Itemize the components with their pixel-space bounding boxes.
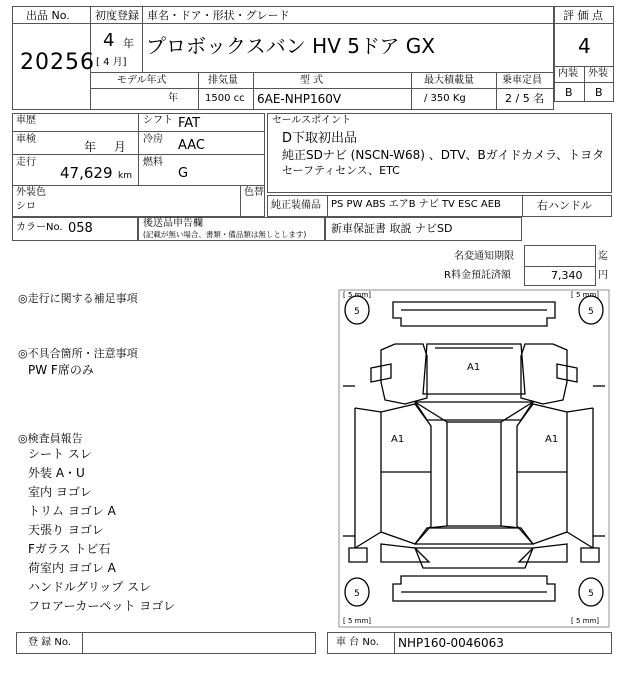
equipment-items: PS PW ABS エアB ナビ TV ESC AEB: [331, 199, 501, 210]
defects-label: ◎不具合箇所・注意事項: [18, 347, 138, 360]
shaken-label: 車検: [16, 134, 36, 145]
sales-points-label: セールスポイント: [272, 115, 352, 126]
history-label: 車歴: [16, 115, 36, 126]
grade-label: 評 価 点: [563, 9, 603, 22]
damage-mark-right-door: A1: [545, 434, 559, 445]
color-no-value: 058: [68, 221, 93, 236]
name-change-suffix: 迄: [598, 251, 608, 262]
lot-label: 出品 No.: [26, 9, 70, 22]
ac-label: 冷房: [143, 134, 163, 145]
exterior-grade: B: [595, 86, 603, 99]
capacity-label: 乗車定員: [502, 75, 542, 86]
warranty-value: 新車保証書 取説 ナビSD: [331, 222, 453, 235]
displacement-label: 排気量: [208, 75, 238, 86]
exterior-grade-label: 外装: [588, 68, 608, 79]
inspector-report-line: Fガラス トビ石: [28, 542, 111, 556]
shift-value: FAT: [178, 116, 201, 131]
steering-value: 右ハンドル: [537, 199, 592, 212]
shaken-value: 年 月: [84, 140, 126, 154]
first-reg-label: 初度登録: [95, 9, 139, 22]
first-reg-month: [ 4 月]: [96, 57, 127, 68]
inspector-report-line: シート スレ: [28, 447, 92, 461]
inspector-report-line: 荷室内 ヨゴレ A: [28, 561, 116, 575]
capacity-value: 2 / 5 名: [505, 92, 545, 105]
sales-point-line-1: D下取初出品: [282, 131, 358, 146]
chassis-no-label: 車 台 No.: [336, 637, 379, 648]
type-value: 6AE-NHP160V: [257, 92, 342, 106]
color-label: 外装色: [16, 187, 46, 198]
name-change-label: 名変通知期限: [454, 251, 514, 262]
ac-value: AAC: [178, 138, 205, 153]
damage-mark-left-door: A1: [391, 434, 405, 445]
defects-line: PW F席のみ: [28, 363, 94, 377]
inspector-report-line: フロアーカーペット ヨゴレ: [28, 599, 176, 613]
model-year-label: モデル年式: [117, 75, 167, 86]
driving-notes-label: ◎走行に関する補足事項: [18, 292, 138, 305]
recycle-label: R料金預託済額: [444, 270, 511, 281]
vehicle-name-label: 車名・ドア・形状・グレード: [147, 9, 290, 22]
registration-no-label: 登 録 No.: [28, 637, 71, 648]
color-no-label: カラーNo.: [16, 222, 63, 233]
tire-label-rl: [ 5 mm]: [343, 617, 372, 625]
recycle-unit: 円: [598, 270, 608, 281]
post-docs-label: 後送品申告欄: [143, 218, 203, 229]
tire-depth-rr: 5: [588, 589, 594, 599]
tire-depth-fr: 5: [588, 307, 594, 317]
displacement-value: 1500 cc: [205, 93, 245, 104]
sales-point-line-2: 純正SDナビ (NSCN-W68) 、DTV、Bガイドカメラ、トヨタ: [282, 148, 605, 162]
equipment-label: 純正装備品: [271, 200, 321, 211]
sales-point-line-3: セーフティセンス、ETC: [282, 164, 400, 177]
model-year-unit: 年: [168, 93, 178, 104]
tire-depth-fl: 5: [354, 307, 360, 317]
odometer-unit: km: [118, 171, 132, 181]
inspector-report-line: トリム ヨゴレ A: [28, 504, 116, 518]
name-change-box: [524, 245, 596, 267]
chassis-no-value: NHP160-0046063: [398, 636, 504, 650]
tire-label-fr: [ 5 mm]: [571, 291, 600, 299]
tire-depth-rl: 5: [354, 589, 360, 599]
color-change-label: 色替: [244, 187, 264, 198]
car-condition-diagram: [335, 286, 613, 631]
recycle-value: 7,340: [551, 269, 583, 282]
interior-grade: B: [565, 86, 573, 99]
shift-label: シフト: [143, 115, 173, 126]
interior-grade-label: 内装: [558, 68, 578, 79]
inspector-label: ◎検査員報告: [18, 432, 83, 445]
damage-mark-hood: A1: [467, 362, 481, 373]
color-value: シロ: [16, 201, 36, 212]
vehicle-name: プロボックスバン HV 5ドア GX: [146, 34, 435, 58]
fuel-value: G: [178, 166, 189, 181]
lot-number: 20256: [20, 50, 95, 75]
first-reg-year-unit: 年: [123, 37, 134, 50]
tire-label-fl: [ 5 mm]: [343, 291, 372, 299]
inspector-report-line: 室内 ヨゴレ: [28, 485, 92, 499]
max-load-label: 最大積載量: [424, 75, 474, 86]
fuel-label: 燃料: [143, 157, 163, 168]
max-load-value: / 350 Kg: [424, 93, 466, 104]
inspector-report-line: 外装 A・U: [28, 466, 85, 480]
first-reg-year: 4: [103, 30, 115, 51]
inspector-report-line: ハンドルグリップ スレ: [28, 580, 152, 594]
odometer-label: 走行: [16, 157, 36, 168]
overall-grade: 4: [578, 34, 591, 58]
odometer-value: 47,629: [60, 164, 113, 182]
inspector-report-line: 天張り ヨゴレ: [28, 523, 104, 537]
type-label: 型 式: [300, 75, 324, 86]
tire-label-rr: [ 5 mm]: [571, 617, 600, 625]
post-docs-note: (記載が無い場合、書類・備品類は無しとします): [143, 230, 307, 239]
